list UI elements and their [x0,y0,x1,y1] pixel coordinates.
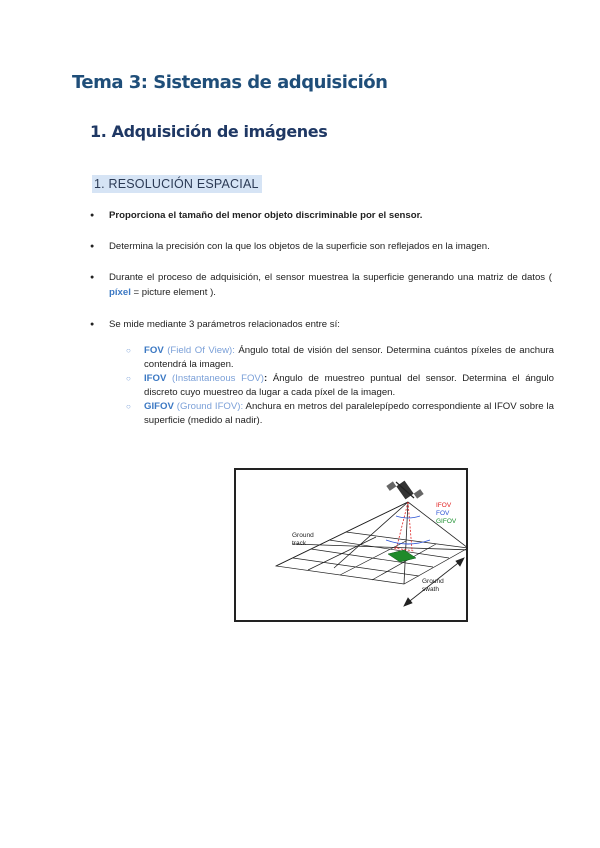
ifov-description: Ángulo de muestreo puntual del sensor. Determina el ángulo discreto cuyo muestreo da lugar a cada píxel de la imagen. [144,373,555,398]
bullet-text: Determina la precisión con la que los objetos de la superficie son reflejados en la imagen. [109,241,490,252]
ifov-arc [396,516,420,518]
parameter-item-gifov [126,400,554,428]
gifov-term: GIFOV [144,401,174,412]
legend-gifov: GIFOV [436,518,457,525]
legend-ifov: IFOV [436,502,452,509]
gifov-patch [388,550,416,562]
bullet-text: Proporciona el tamaño del menor objeto discriminable por el sensor. [109,210,423,221]
fov-expansion: (Field Of View): [163,345,235,356]
ground-track-label-1: Ground [292,532,314,539]
ifov-colon: : [264,373,268,384]
ground-swath-label-1: Ground [422,578,444,585]
bullet-item [90,208,552,223]
sensor-geometry-figure [234,468,468,622]
sensor-geometry-diagram [236,470,466,620]
section-title: 1. Adquisición de imágenes [90,122,328,141]
bullet-text-after: = picture element ). [130,287,216,298]
bullet-item [90,317,552,332]
bullet-item [90,270,552,300]
ifov-expansion: (Instantaneous FOV) [166,373,265,384]
bullet-text: Se mide mediante 3 parámetros relacionados entre sí: [109,319,340,330]
parameter-item-fov [126,344,554,372]
parameter-list [126,344,554,428]
legend-fov: FOV [436,510,450,517]
ground-swath-label-2: swath [422,586,439,593]
gifov-description: Anchura en metros del paralelepípedo correspondiente al IFOV sobre la superficie (medido al nadir). [144,401,554,426]
parameter-item-ifov [126,372,554,400]
subsection-title: 1. RESOLUCIÓN ESPACIAL [92,175,262,193]
bullet-item [90,239,552,254]
bullet-text: Durante el proceso de adquisición, el sensor muestrea la superficie generando una matriz de datos ( [109,272,552,283]
ifov-term: IFOV [144,373,167,384]
satellite-icon [386,481,423,500]
fov-arc [386,540,430,544]
fov-description: Ángulo total de visión del sensor. Determina cuántos píxeles de anchura contendrá la imagen. [144,345,554,370]
gifov-expansion: (Ground IFOV): [173,401,244,412]
pixel-term: píxel [109,287,131,298]
fov-term: FOV [144,345,164,356]
page-title: Tema 3: Sistemas de adquisición [72,72,388,93]
ground-track-label-2: track [292,540,307,547]
